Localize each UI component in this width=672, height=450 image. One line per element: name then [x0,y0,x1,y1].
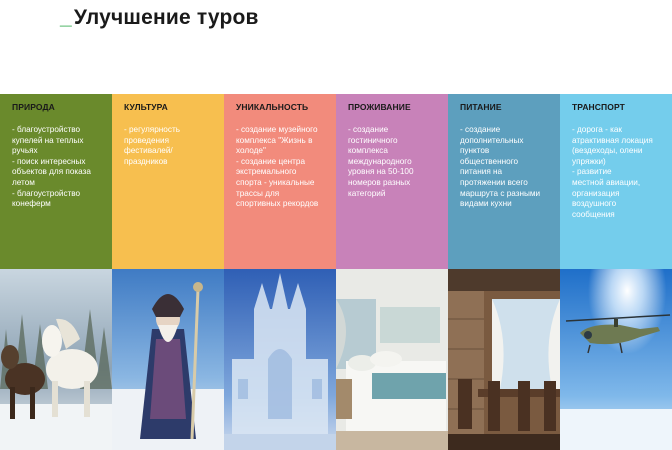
ice-castle-photo [224,269,336,450]
page-title [60,6,259,30]
column-heading: ПРОЖИВАНИЕ [348,102,411,112]
column-text-line: праздников [124,156,168,166]
column-text-line: пунктов [460,146,490,156]
column-accommodation [336,94,448,450]
column-text-line: общественного [460,156,519,166]
column-transport [560,94,672,450]
column-text [572,125,666,220]
restaurant-photo [448,269,560,450]
column-text-line: маршрута с разными [460,188,541,198]
column-text-line: объектов для показа [12,167,91,177]
helicopter-photo [560,269,672,450]
column-heading: ПИТАНИЕ [460,102,502,112]
column-text-line: фестивалей/ [124,146,173,156]
column-text-line: протяжении всего [460,177,528,187]
column-text [348,125,442,199]
column-heading: ПРИРОДА [12,102,55,112]
column-text-line: местной авиации, [572,177,641,187]
column-text-line: - благоустройство [12,125,81,134]
shaman-photo [112,269,224,450]
column-text-line: международного [348,156,412,166]
horses-photo [0,269,112,450]
column-uniqueness [224,94,336,450]
column-text-line: спорта - уникальные [236,177,315,187]
column-text-line: уровня на 50-100 [348,167,414,177]
column-text-line: конеферм [12,199,51,209]
column-text-line: - создание музейного [236,125,318,134]
column-text-line: проведения [124,135,170,145]
tour-columns [0,94,672,450]
column-panel [224,94,336,269]
column-panel [0,94,112,269]
column-text-line: комплекса "Жизнь в [236,135,313,145]
column-text-line: ручьях [12,146,38,156]
column-text [460,125,554,210]
column-text-line: воздушного [572,199,617,209]
column-panel [112,94,224,269]
column-text [124,125,218,167]
column-panel [560,94,672,269]
column-text-line: номеров разных [348,177,411,187]
column-text-line: сообщения [572,209,615,219]
column-text [236,125,330,210]
column-text [12,125,106,210]
hotel-room-photo [336,269,448,450]
column-text-line: атрактивная локация [572,135,653,145]
column-text-line: организация [572,188,620,198]
column-food [448,94,560,450]
column-text-line: - создание [348,125,389,134]
column-text-line: комплекса [348,146,388,156]
column-text-line: питания на [460,167,503,177]
column-panel [336,94,448,269]
column-text-line: - регулярность [124,125,180,134]
column-text-line: купелей на теплых [12,135,84,145]
column-heading: ТРАНСПОРТ [572,102,625,112]
column-text-line: видами кухни [460,199,512,209]
column-text-line: - создание [460,125,501,134]
column-text-line: холоде" [236,146,266,156]
column-culture [112,94,224,450]
column-nature [0,94,112,450]
column-text-line: - благоустройство [12,188,81,198]
column-text-line: спортивных рекордов [236,199,319,209]
column-text-line: дополнительных [460,135,524,145]
column-text-line: летом [12,177,35,187]
column-text-line: экстремального [236,167,297,177]
column-text-line: - развитие [572,167,612,177]
column-text-line: категорий [348,188,386,198]
column-text-line: - дорога - как [572,125,622,134]
title-text: Улучшение туров [73,6,259,29]
column-panel [448,94,560,269]
column-text-line: трассы для [236,188,280,198]
column-heading: УНИКАЛЬНОСТЬ [236,102,309,112]
column-text-line: (вездеходы, олени [572,146,643,156]
column-text-line: - создание центра [236,156,306,166]
column-text-line: упряжки) [572,156,606,166]
title-accent: _ [60,6,72,29]
column-text-line: - поиск интересных [12,156,86,166]
column-text-line: гостиничного [348,135,398,145]
column-heading: КУЛЬТУРА [124,102,168,112]
